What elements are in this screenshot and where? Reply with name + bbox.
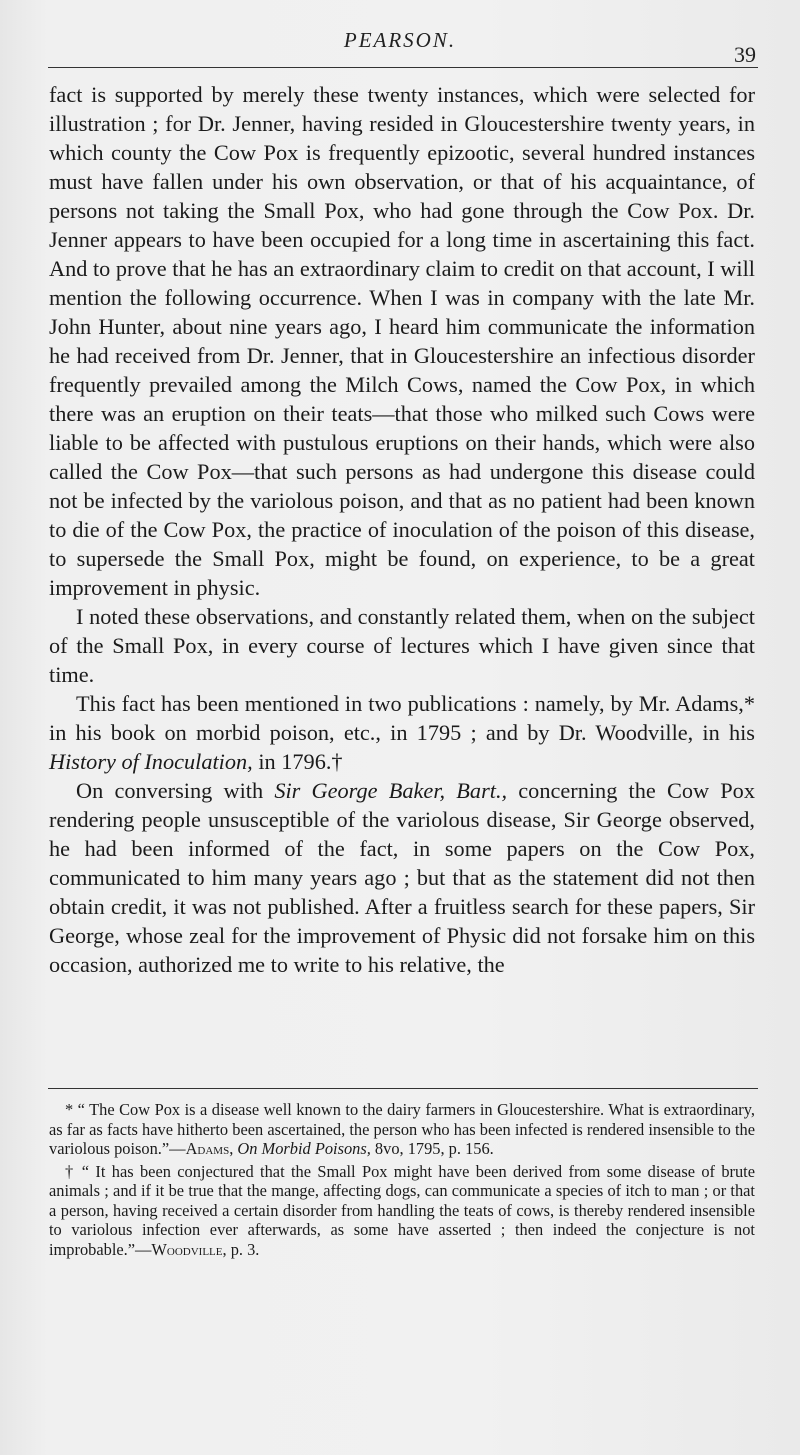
main-text xyxy=(49,80,755,979)
footnote-1-quote: * “ The Cow Pox is a disease well known to the dairy farmers in Gloucestershire. What is extraordinary, as far as facts have hitherto been ascertained, the person who has been infected is rendered insensible to the variolous poison.”— xyxy=(49,1100,755,1158)
footnote-1-title: On Morbid Poisons, xyxy=(237,1139,371,1158)
book-title-history-of-inoculation: History of Inoculation, xyxy=(49,749,253,774)
footnote-1-author: Adams, xyxy=(185,1139,234,1158)
paragraph-4 xyxy=(49,776,755,979)
header-rule xyxy=(48,67,758,68)
paragraph-3 xyxy=(49,689,755,776)
footnotes xyxy=(49,1100,755,1262)
footnote-rule xyxy=(48,1088,758,1089)
footnote-2-quote: † “ It has been conjectured that the Small Pox might have been derived from some disease of brute animals ; and if it be true that the mange, affecting dogs, can communicate a species of itch to man ; or that a person, having received a certain disorder from handling the teats of cows, is thereby rendered insensible to variolous infection ever afterwards, as some have asserted ; then indeed the conjecture is not improbable.”— xyxy=(49,1161,755,1259)
paragraph-3-text-b: in 1796.† xyxy=(252,749,343,774)
running-head: PEARSON. xyxy=(343,28,457,52)
paragraph-4-text-a: On conversing with xyxy=(76,778,275,803)
paragraph-2: I noted these observations, and constantly related them, when on the subject of the Small Pox, in every course of lectures which I have given since that time. xyxy=(49,604,755,687)
footnote-1 xyxy=(49,1100,755,1159)
footnote-2-ref: p. 3. xyxy=(226,1239,260,1259)
footnote-2 xyxy=(49,1162,755,1260)
page-number: 39 xyxy=(734,42,756,67)
name-sir-george-baker: Sir George Baker, Bart., xyxy=(274,778,508,803)
footnote-1-ref: 8vo, 1795, p. 156. xyxy=(370,1139,494,1158)
footnote-2-author: Woodville, xyxy=(151,1239,227,1259)
paragraph-1: fact is supported by merely these twenty instances, which were selected for illustration ; for Dr. Jenner, having resided in Gloucestershire twenty years, in which county the Cow Pox is frequently epizootic, several hundred instances must have fallen under his own observation, or that of his acquaintance, of persons not taking the Small Pox, who had gone through the Cow Pox. Dr. Jenner appears to have been occupied for a long time in ascertaining this fact. And to prove that he has an extraordinary claim to credit on that account, I will mention the following occurrence. When I was in company with the late Mr. John Hunter, about nine years ago, I heard him communicate the information he had received from Dr. Jenner, that in Gloucestershire an infectious disorder frequently prevailed among the Milch Cows, named the Cow Pox, in which there was an eruption on their teats—that those who milked such Cows were liable to be affected with pustulous eruptions on their hands, which were also called the Cow Pox—that such persons as had undergone this disease could not be infected by the variolous poison, and that as no patient had been known to die of the Cow Pox, the practice of inoculation of the poison of this disease, to supersede the Small Pox, might be found, on experience, to be a great improvement in physic. xyxy=(49,82,755,600)
paragraph-4-text-b: concerning the Cow Pox rendering people unsusceptible of the variolous disease, Sir George observed, he had been informed of the fact, in some papers on the Cow Pox, communicated to him many years ago ; but that as the statement did not then obtain credit, it was not published. After a fruitless search for these papers, Sir George, whose zeal for the improvement of Physic did not forsake him on this occasion, authorized me to write to his relative, the xyxy=(49,778,755,977)
paragraph-3-text-a: This fact has been mentioned in two publications : namely, by Mr. Adams,* in his book on morbid poison, etc., in 1795 ; and by Dr. Woodville, in his xyxy=(49,691,755,745)
